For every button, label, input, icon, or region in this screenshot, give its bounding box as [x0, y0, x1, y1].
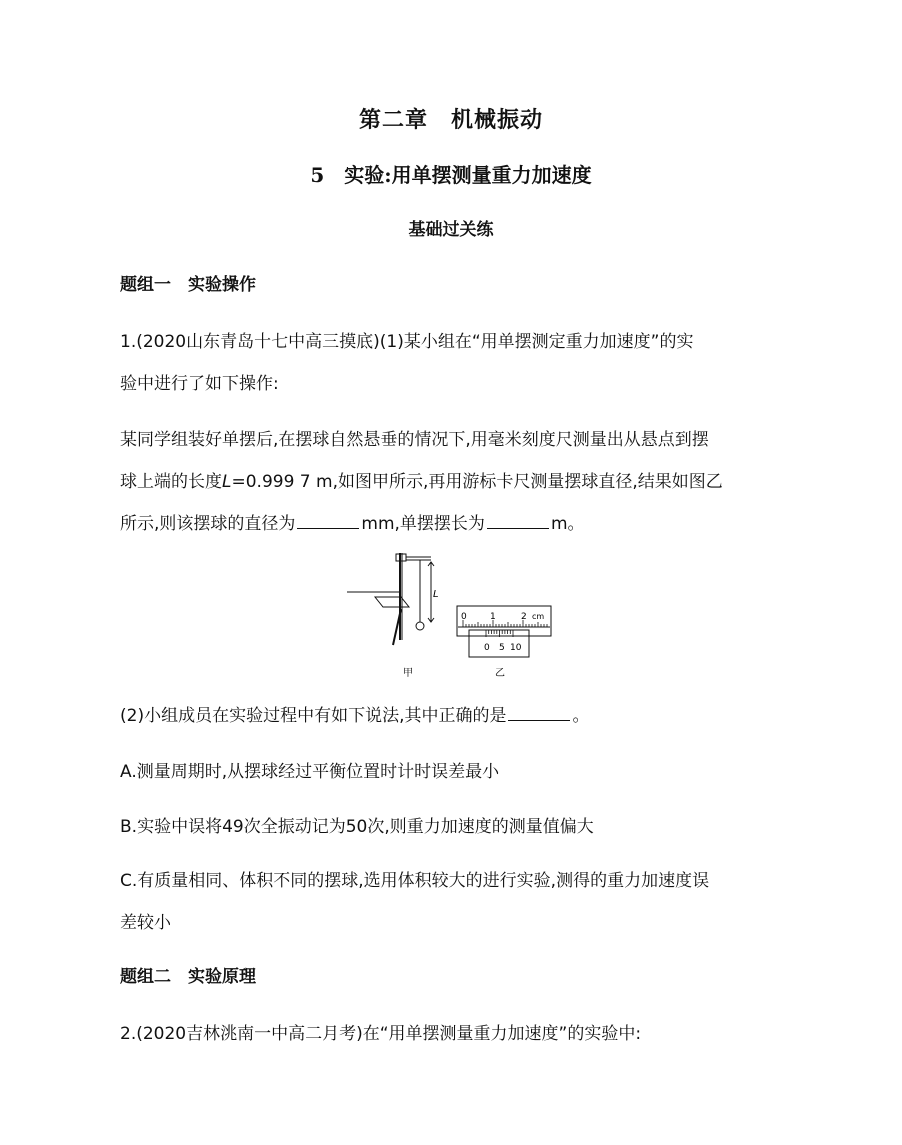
group-two-heading: 题组二 实验原理 [120, 967, 256, 987]
q1-line-5-mid: mm,单摆摆长为 [361, 514, 485, 534]
option-b: B.实验中误将49次全振动记为50次,则重力加速度的测量值偏大 [120, 817, 594, 837]
figure-label-yi: 乙 [495, 668, 505, 679]
length-label: L [433, 589, 439, 600]
q1-part-2 [120, 701, 589, 726]
answer-blank[interactable] [508, 706, 570, 721]
main-scale-unit: cm [532, 612, 545, 621]
figure-label-jia: 甲 [403, 668, 413, 679]
exercise-subtitle: 基础过关练 [408, 220, 494, 240]
q1-line-5-start: 所示,则该摆球的直径为 [120, 514, 296, 534]
main-scale-label-1: 1 [490, 612, 496, 622]
group-one-heading: 题组一 实验操作 [120, 275, 256, 295]
main-scale-label-2: 2 [521, 612, 527, 622]
vernier-label-10: 10 [510, 643, 522, 653]
option-c-line-2: 差较小 [120, 913, 171, 933]
q1-line-4-start: 球上端的长度 [120, 472, 222, 492]
main-scale-ticks [463, 620, 547, 627]
length-blank[interactable] [487, 514, 549, 529]
vernier-label-0: 0 [484, 643, 490, 653]
q1-line-5-end: m。 [550, 514, 585, 534]
option-a: A.测量周期时,从摆球经过平衡位置时计时误差最小 [120, 762, 500, 782]
section-title: 5 实验:用单摆测量重力加速度 [310, 163, 592, 187]
length-variable: L [222, 472, 232, 492]
q1-line-4 [120, 467, 723, 492]
q1-part-2-text: (2)小组成员在实验过程中有如下说法,其中正确的是 [120, 706, 507, 726]
main-scale-label-0: 0 [461, 612, 467, 622]
q2-line-1: 2.(2020吉林洮南一中高二月考)在“用单摆测量重力加速度”的实验中: [120, 1024, 642, 1044]
q1-part-2-end: 。 [572, 706, 590, 726]
pendulum-stand [347, 553, 434, 645]
q1-line-3: 某同学组装好单摆后,在摆球自然悬垂的情况下,用毫米刻度尺测量出从悬点到摆 [120, 430, 709, 450]
q1-line-5 [120, 509, 585, 534]
chapter-title: 第二章 机械振动 [358, 107, 543, 133]
q1-line-4-end: =0.999 7 m,如图甲所示,再用游标卡尺测量摆球直径,结果如图乙 [231, 472, 723, 492]
q1-line-2: 验中进行了如下操作: [120, 374, 279, 394]
experiment-figure [345, 545, 565, 680]
option-c-line-1: C.有质量相同、体积不同的摆球,选用体积较大的进行实验,测得的重力加速度误 [120, 871, 710, 891]
q1-line-1: 1.(2020山东青岛十七中高三摸底)(1)某小组在“用单摆测定重力加速度”的实 [120, 332, 694, 352]
diameter-blank[interactable] [297, 514, 359, 529]
vernier-label-5: 5 [499, 643, 505, 653]
